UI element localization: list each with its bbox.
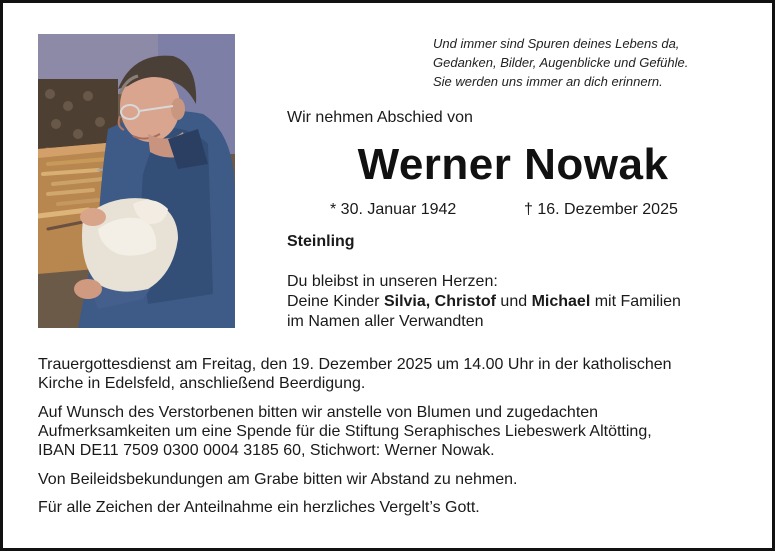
hometown: Steinling [287, 233, 355, 250]
mourners-line: Du bleibst in unseren Herzen: [287, 273, 498, 290]
child-name: Michael [531, 293, 591, 310]
poem-line: Gedanken, Bilder, Augenblicke und Gefühle. [433, 55, 689, 70]
death-date: † 16. Dezember 2025 [524, 201, 678, 218]
mourners-line [287, 292, 681, 312]
mourners-text: Deine Kinder [287, 293, 384, 310]
poem-line: Und immer sind Spuren deines Lebens da, [433, 36, 680, 51]
mourners-text: und [495, 293, 532, 310]
poem-line: Sie werden uns immer an dich erinnern. [433, 74, 663, 89]
mourners-line: im Namen aller Verwandten [287, 313, 484, 330]
woodcarver-picture [38, 34, 235, 328]
service-line: Kirche in Edelsfeld, anschließend Beerdigung. [38, 375, 366, 392]
birth-date: * 30. Januar 1942 [330, 201, 457, 218]
thanks-line: Für alle Zeichen der Anteilnahme ein herzliches Vergelt’s Gott. [38, 499, 480, 516]
mourners-text: mit Familien [590, 293, 681, 310]
portrait-photo [38, 34, 235, 328]
donation-line: IBAN DE11 7509 0300 0004 3185 60, Stichwort: Werner Nowak. [38, 442, 495, 459]
service-paragraph [38, 355, 672, 393]
mourners-block [287, 272, 681, 332]
donation-paragraph [38, 403, 652, 460]
donation-line: Auf Wunsch des Verstorbenen bitten wir anstelle von Blumen und zugedachten [38, 404, 599, 421]
poem-quote [433, 34, 763, 91]
service-line: Trauergottesdienst am Freitag, den 19. Dezember 2025 um 14.00 Uhr in der katholischen [38, 356, 672, 373]
intro-text: Wir nehmen Abschied von [287, 109, 473, 126]
child-names: Silvia, Christof [383, 293, 496, 310]
condolence-paragraph [38, 470, 517, 489]
donation-line: Aufmerksamkeiten um eine Spende für die Stiftung Seraphisches Liebeswerk Altötting, [38, 423, 652, 440]
deceased-name: Werner Nowak [357, 140, 669, 189]
thanks-paragraph [38, 498, 480, 517]
condolence-line: Von Beileidsbekundungen am Grabe bitten wir Abstand zu nehmen. [38, 471, 518, 488]
